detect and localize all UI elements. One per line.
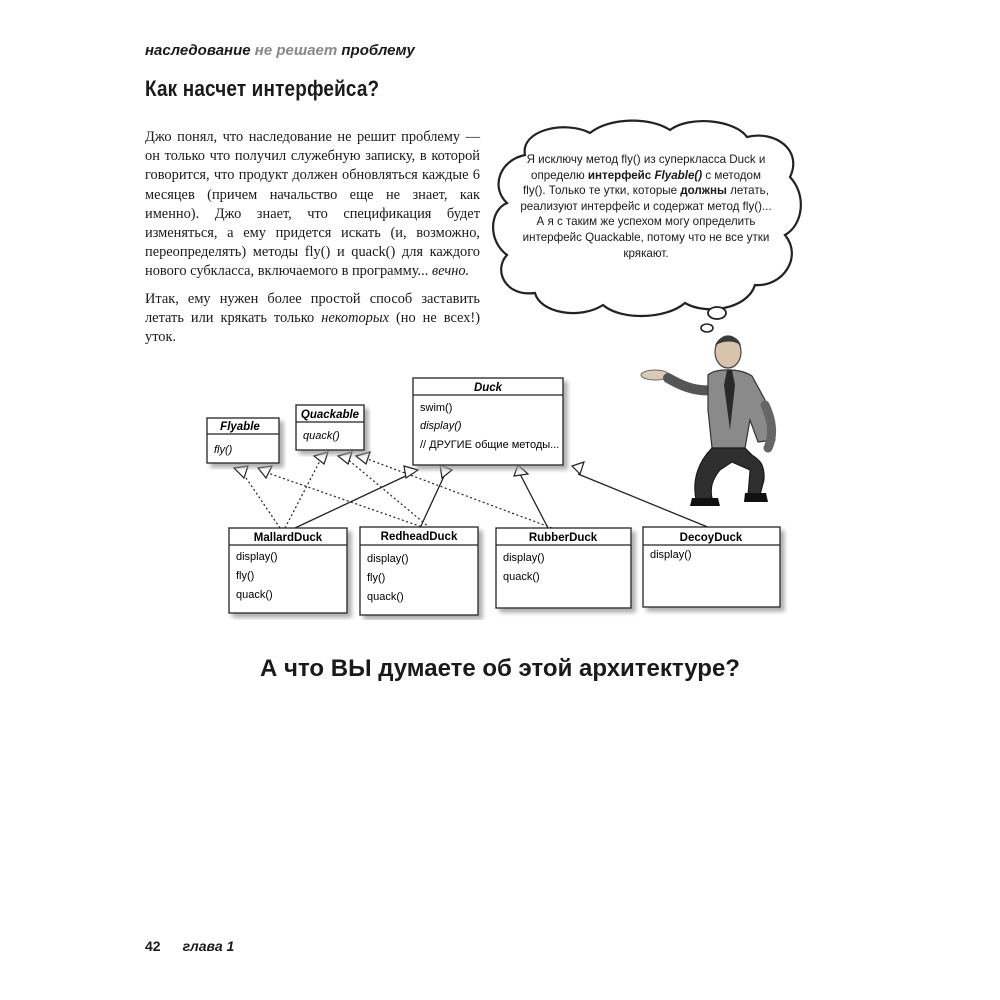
redhead-method: display() (367, 553, 409, 565)
header-part-1: наследование (145, 42, 251, 59)
bubble-t3: летать, реализуют интерфейс и содержат метод fly()... А я с таким же успехом могу определить интерфейс Quackable, потому что не все утки крякают. (520, 184, 772, 260)
duck-method: swim() (420, 402, 453, 414)
bubble-b1: интерфейс (587, 168, 655, 182)
bubble-text (520, 152, 772, 261)
quackable-method: quack() (303, 430, 340, 442)
duck-method: display() (420, 420, 462, 432)
p2-italic: некоторых (321, 309, 390, 326)
bubble-t2: с методом fly(). Только те утки, которые (523, 168, 761, 198)
mallard-method: quack() (236, 589, 273, 601)
rubber-method: quack() (503, 571, 540, 583)
redhead-method: quack() (367, 591, 404, 603)
flyable-method: fly() (214, 444, 233, 456)
p1-text: Джо понял, что наследование не решит проблему — он только что получил служебную записку, в которой говорится, что продукт должен обновляться каждые 6 месяцев (причем начальство еще не знает, как именно). Джо знает, что спецификация будет изменяться, а ему придется искать (и, возможно, переопределять) методы fly() и quack() для каждого нового субкласса, включаемого в программу... (145, 129, 480, 280)
paragraph-1 (145, 128, 480, 282)
paragraph-2 (145, 290, 480, 348)
rubber-method: display() (503, 552, 545, 564)
p1-italic: вечно. (431, 263, 470, 280)
p2-text-2: (но не всех!) уток. (145, 309, 481, 346)
redhead-title: RedheadDuck (380, 531, 458, 543)
decoy-method: display() (650, 549, 692, 561)
mallard-method: fly() (236, 570, 255, 582)
duck-title: Duck (473, 382, 503, 394)
mallard-method: display() (236, 551, 278, 563)
duck-method: // ДРУГИЕ общие методы... (420, 439, 560, 451)
section-heading: Как насчет интерфейса? (145, 76, 380, 101)
running-header (145, 42, 415, 59)
page-footer (145, 938, 234, 954)
flyable-title: Flyable (220, 421, 260, 433)
bubble-bi1: Flyable() (654, 168, 703, 182)
page-number: 42 (145, 938, 161, 954)
body-text (145, 128, 480, 355)
rubber-title: RubberDuck (528, 532, 598, 544)
header-part-3: проблему (341, 42, 415, 59)
header-part-2: не решает (254, 42, 338, 59)
chapter-label: глава 1 (182, 938, 235, 954)
bubble-t1: Я исключу метод fly() из суперкласса Duck и определю (526, 153, 766, 182)
p2-text-1: Итак, ему нужен более простой способ заставить летать или крякать только (145, 290, 480, 326)
uml-diagram (0, 370, 1000, 620)
bubble-b2: должны (680, 184, 727, 198)
mallard-title: MallardDuck (253, 532, 323, 544)
quackable-title: Quackable (300, 409, 360, 421)
decoy-title: DecoyDuck (679, 532, 743, 544)
closing-question: А что ВЫ думаете об этой архитектуре? (260, 655, 740, 682)
redhead-method: fly() (367, 572, 386, 584)
